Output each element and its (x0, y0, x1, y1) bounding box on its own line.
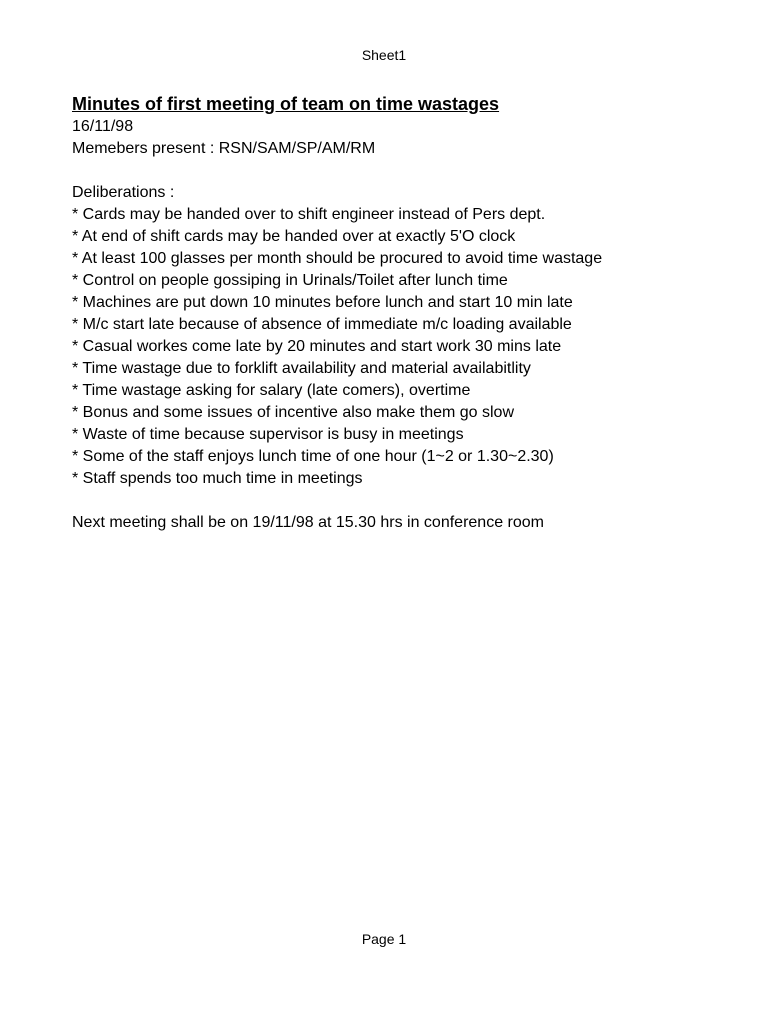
blank-line (72, 160, 732, 182)
list-item: * Machines are put down 10 minutes before lunch and start 10 min late (72, 292, 732, 314)
document-title: Minutes of first meeting of team on time wastages (72, 94, 500, 114)
list-item: * M/c start late because of absence of immediate m/c loading available (72, 314, 732, 336)
meeting-date: 16/11/98 (72, 118, 134, 135)
list-item: * Time wastage asking for salary (late comers), overtime (72, 380, 732, 402)
list-item: * Control on people gossiping in Urinals/Toilet after lunch time (72, 270, 732, 292)
next-meeting-note: Next meeting shall be on 19/11/98 at 15.30 hrs in conference room (72, 514, 544, 531)
blank-line (72, 490, 732, 512)
list-item: * Staff spends too much time in meetings (72, 468, 732, 490)
list-item: * Waste of time because supervisor is busy in meetings (72, 424, 732, 446)
list-item: * At end of shift cards may be handed over at exactly 5'O clock (72, 226, 732, 248)
list-item: * Casual workes come late by 20 minutes and start work 30 mins late (72, 336, 732, 358)
list-item: * Time wastage due to forklift availability and material availabitlity (72, 358, 732, 380)
list-item: * Some of the staff enjoys lunch time of one hour (1~2 or 1.30~2.30) (72, 446, 732, 468)
deliberations-list (72, 204, 732, 490)
list-item: * Cards may be handed over to shift engineer instead of Pers dept. (72, 204, 732, 226)
deliberations-label: Deliberations : (72, 184, 175, 201)
members-present: Memebers present : RSN/SAM/SP/AM/RM (72, 140, 376, 157)
list-item: * At least 100 glasses per month should be procured to avoid time wastage (72, 248, 732, 270)
page-number: Page 1 (361, 931, 407, 947)
list-item: * Bonus and some issues of incentive also make them go slow (72, 402, 732, 424)
sheet-header: Sheet1 (361, 47, 407, 63)
minutes-content (72, 92, 732, 534)
